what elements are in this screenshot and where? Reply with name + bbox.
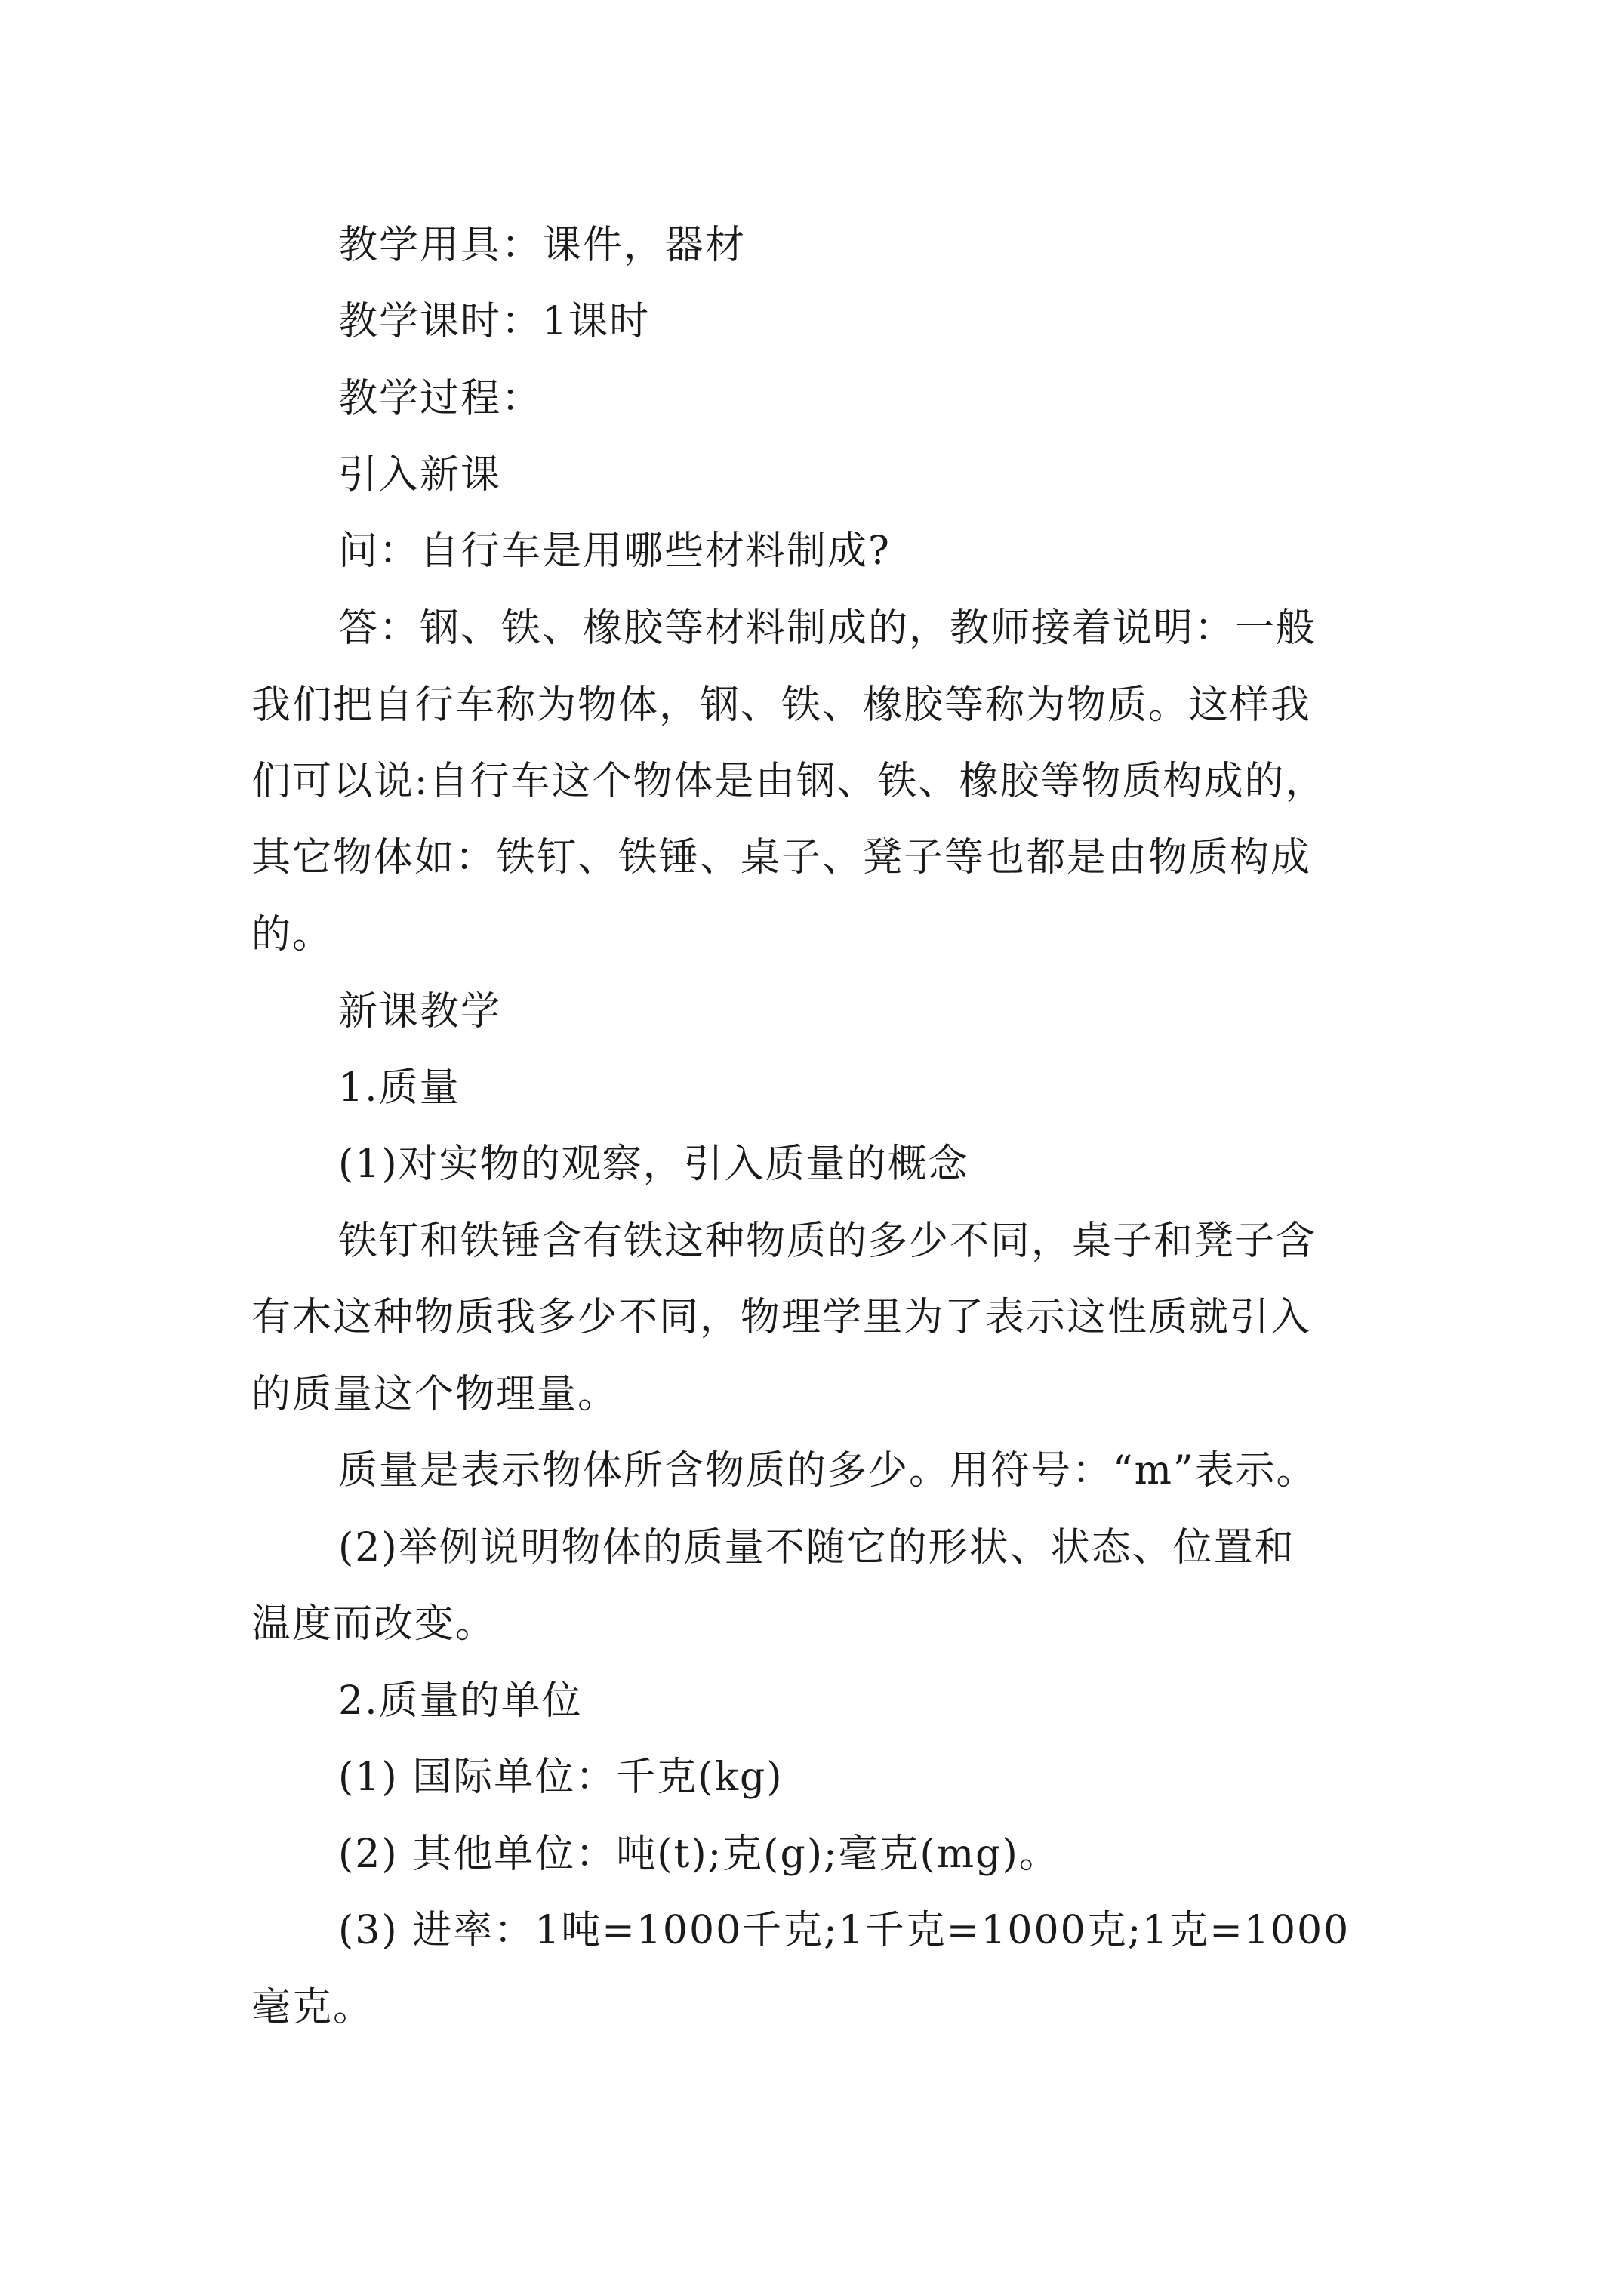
text-line: (2)举例说明物体的质量不随它的形状、状态、位置和 [338, 1525, 1295, 1570]
text-line: 其它物体如：铁钉、铁锤、桌子、凳子等也都是由物质构成 [251, 835, 1312, 880]
text-line: 教学过程： [338, 376, 543, 421]
text-line: 的。 [251, 912, 334, 957]
text-line: 们可以说:自行车这个物体是由钢、铁、橡胶等物质构成的， [251, 759, 1326, 804]
section-heading: 引入新课 [338, 452, 502, 498]
section-heading: 1.质量 [338, 1065, 460, 1111]
text-line: 质量是表示物体所含物质的多少。用符号：“m”表示。 [338, 1448, 1317, 1493]
text-line: 答：钢、铁、橡胶等材料制成的，教师接着说明：一般 [338, 606, 1317, 651]
text-line: 有木这种物质我多少不同，物理学里为了表示这性质就引入 [251, 1295, 1312, 1340]
text-line: 教学用具：课件，器材 [338, 223, 747, 268]
text-line: (2) 其他单位：吨(t);克(g);毫克(mg)。 [338, 1832, 1060, 1877]
text-line: (3) 进率：1吨=1000千克;1千克=1000克;1克=1000 [338, 1908, 1350, 1953]
text-line: 温度而改变。 [251, 1601, 497, 1647]
text-line: (1)对实物的观察，引入质量的概念 [338, 1142, 969, 1187]
text-line: 的质量这个物理量。 [251, 1372, 619, 1417]
text-line: 铁钉和铁锤含有铁这种物质的多少不同，桌子和凳子含 [338, 1219, 1317, 1264]
section-heading: 新课教学 [338, 989, 502, 1034]
text-line: 毫克。 [251, 1985, 374, 2030]
section-heading: 2.质量的单位 [338, 1678, 583, 1724]
text-line: 我们把自行车称为物体，钢、铁、橡胶等称为物质。这样我 [251, 683, 1312, 728]
text-line: (1) 国际单位：千克(kg) [338, 1755, 784, 1800]
text-line: 问：自行车是用哪些材料制成? [338, 529, 891, 574]
text-line: 教学课时：1课时 [338, 299, 651, 344]
